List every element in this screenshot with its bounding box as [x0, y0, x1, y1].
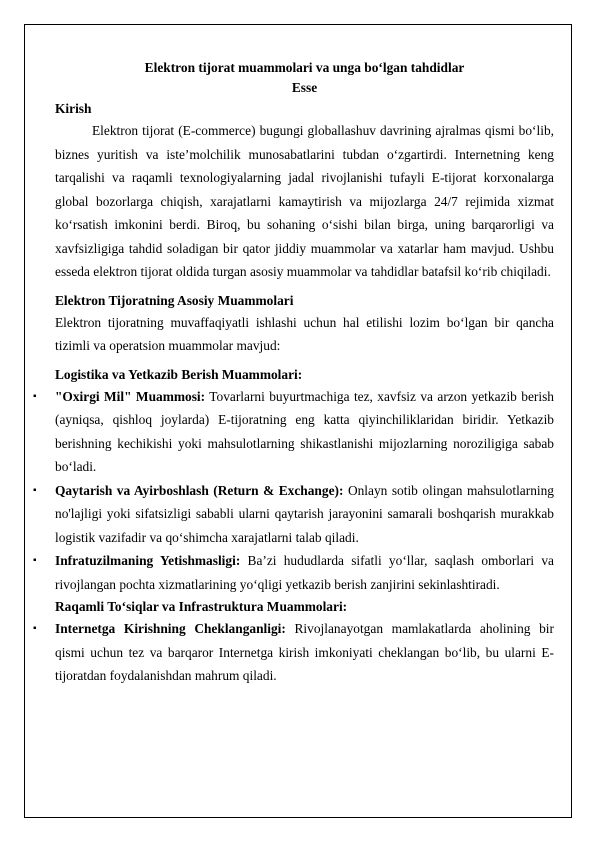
intro-heading: Kirish [55, 101, 92, 116]
list-item-term: Infratuzilmaning Yetishmasligi: [55, 553, 241, 568]
section-heading: Elektron Tijoratning Asosiy Muammolari [55, 292, 294, 308]
bullet-icon: ▪ [33, 555, 37, 566]
list-item [33, 385, 554, 479]
list-item-text: Ba’zi hududlarda sifatli yo‘llar, saqlash omborlari va rivojlangan pochta xizmatlarining yo‘qligi yetkazib berish zanjirini sekinlashtiradi. [55, 553, 554, 592]
list-item-term: "Oxirgi Mil" Muammosi: [55, 388, 206, 404]
list-item-text: Tovarlarni buyurtmachiga tez, xavfsiz va arzon yetkazib berish (ayniqsa, qishloq joylarda) E-tijoratning eng katta qiyinchiliklaridan biridir. Yetkazib berishning kechikishi yoki mahsulotlarning shikastlanishi mijozlarning noroziligiga sabab bo‘ladi. [55, 388, 554, 474]
bullet-icon: ▪ [33, 623, 37, 634]
document-title: Elektron tijorat muammolari va unga bo‘lgan tahdidlar [144, 60, 465, 75]
list-item-text: Onlayn sotib olingan mahsulotlarning no'lajligi yoki sifatsizligi sababli ularni qaytarish jarayonini samarali boshqarish murakkab logistik vazifadir va qo‘shimcha xarajatlarni talab qiladi. [55, 482, 555, 545]
list-item-term: Qaytarish va Ayirboshlash (Return & Exchange): [55, 482, 344, 498]
bullet-icon: ▪ [33, 484, 37, 496]
document-body [33, 58, 555, 688]
digital-heading: Raqamli To‘siqlar va Infrastruktura Muammolari: [55, 599, 348, 614]
list-item [33, 549, 554, 596]
document-subtitle: Esse [291, 80, 318, 95]
digital-list [33, 617, 554, 688]
list-item-text: Rivojlanayotgan mamlakatlarda aholining bir qismi uchun tez va barqaror Internetga kirish imkoniyati cheklangan bo‘lib, bu ularni E-tijoratdan foydalanishdan mahrum qiladi. [55, 621, 554, 683]
list-item-term: Internetga Kirishning Cheklanganligi: [55, 621, 286, 636]
intro-paragraph: Elektron tijorat (E-commerce) bugungi globallashuv davrining ajralmas qismi bo‘lib, biznes yuritish va iste’molchilik munosabatlarini tubdan o‘zgartirdi. Internetning keng tarqalishi va raqamli texnologiyalarning jadal rivojlanishi tufayli E-tijorat korxonalarga global bozorlarga chiqish, xarajatlarni kamaytirish va mijozlarga 24/7 rejimida xizmat ko‘rsatish imkonini berdi. Biroq, bu sohaning o‘sishi bilan birga, uning barqarorligi va xavfsizligiga tahdid soladigan bir qator jiddiy muammolar va xatarlar ham mavjud. Ushbu esseda elektron tijorat oldida turgan asosiy muammolar va tahdidlar batafsil ko‘rib chiqiladi. [55, 123, 554, 279]
bullet-icon: ▪ [33, 390, 37, 402]
logistics-list [33, 385, 555, 597]
list-item [33, 617, 554, 688]
logistics-heading: Logistika va Yetkazib Berish Muammolari: [55, 366, 303, 382]
list-item [33, 479, 555, 550]
section-paragraph: Elektron tijoratning muvaffaqiyatli ishlashi uchun hal etilishi lozim bo‘lgan bir qancha tizimli va operatsion muammolar mavjud: [55, 314, 554, 353]
